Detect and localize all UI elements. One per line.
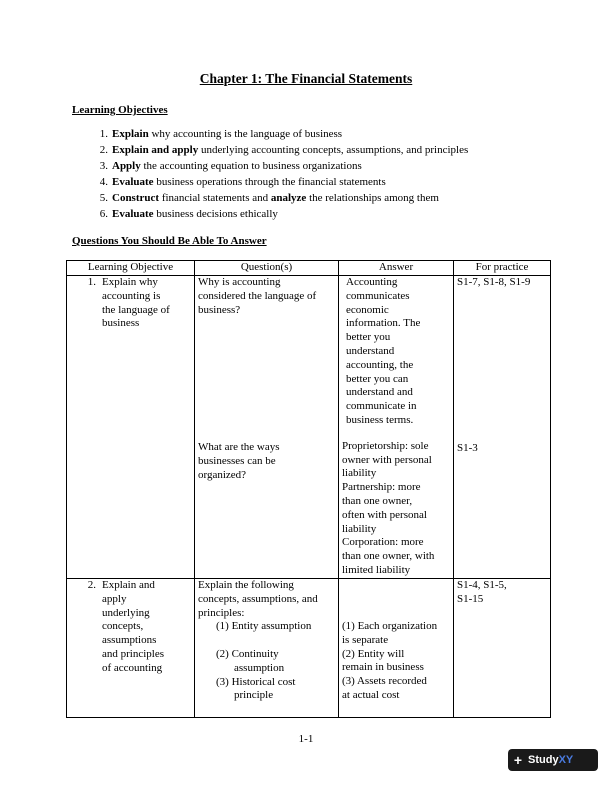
objective-item: 6. Evaluate business decisions ethically	[99, 208, 278, 220]
table-row	[67, 276, 551, 579]
brand-text: StudyXY	[528, 754, 574, 766]
header-for-practice: For practice	[454, 261, 551, 276]
answer-cell: Accounting communicates economic information. The better you understand accounting, the better you can understand and communicate in business terms. Proprietorship: sole owner with personal liability Partnership: more than one owner, often with personal liability Corporation: more than one owner, with limited liability	[339, 276, 454, 579]
lo-cell: 1. Explain why accounting is the language of business	[67, 276, 195, 579]
answer-cell: (1) Each organization is separate (2) Entity will remain in business (3) Assets recorded at actual cost	[339, 579, 454, 718]
table-header-row	[67, 261, 551, 276]
objectives-list	[72, 126, 552, 222]
learning-objectives-heading: Learning Objectives	[72, 104, 168, 116]
question-cell: Why is accounting considered the language of business? What are the ways businesses can be organized?	[195, 276, 339, 579]
plus-icon: +	[513, 752, 523, 768]
header-learning-objective: Learning Objective	[67, 261, 195, 276]
questions-table	[66, 260, 551, 718]
header-answer: Answer	[339, 261, 454, 276]
objective-item: 2. Explain and apply underlying accounting concepts, assumptions, and principles	[99, 144, 469, 156]
objective-item: 1. Explain why accounting is the language of business	[99, 128, 343, 140]
table-row	[67, 579, 551, 718]
page-number: 1-1	[298, 733, 314, 745]
page-title: Chapter 1: The Financial Statements	[199, 71, 413, 86]
header-questions: Question(s)	[195, 261, 339, 276]
practice-cell: S1-7, S1-8, S1-9 S1-3	[454, 276, 551, 579]
lo-cell: 2. Explain and apply underlying concepts, assumptions and principles of accounting	[67, 579, 195, 718]
questions-heading: Questions You Should Be Able To Answer	[72, 235, 267, 247]
objective-item: 5. Construct financial statements and analyze the relationships among them	[99, 192, 439, 204]
objective-item: 3. Apply the accounting equation to business organizations	[99, 160, 362, 172]
objective-item: 4. Evaluate business operations through the financial statements	[99, 176, 386, 188]
question-cell: Explain the following concepts, assumptions, and principles: (1) Entity assumption (2) Continuity assumption (3) Historical cost principle	[195, 579, 339, 718]
studyxy-badge[interactable]	[508, 749, 598, 771]
practice-cell: S1-4, S1-5, S1-15	[454, 579, 551, 718]
